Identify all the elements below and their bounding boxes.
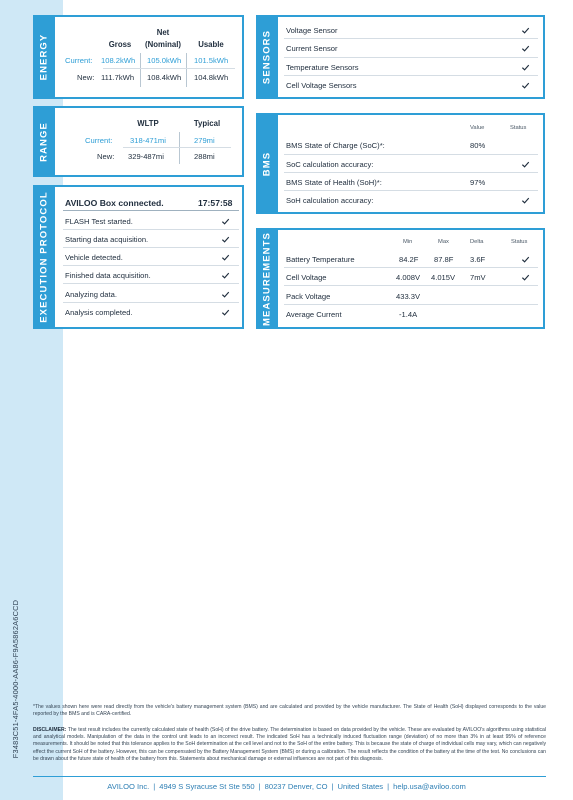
measurement-delta: 7mV [470, 273, 486, 282]
measurement-min: 84.2F [399, 255, 419, 264]
measurement-label: Pack Voltage [286, 292, 331, 301]
check-icon [221, 217, 230, 226]
measurement-label: Cell Voltage [286, 273, 327, 282]
measurement-label: Average Current [286, 310, 342, 319]
execution-time: 17:57:58 [198, 198, 233, 208]
range-current-label: Current: [85, 136, 113, 145]
measurements-col-max: Max [438, 239, 449, 245]
energy-col-usable: Usable [198, 40, 224, 49]
sensors-tab-label: SENSORS [261, 29, 273, 85]
measurements-card [256, 228, 545, 329]
check-icon [521, 26, 530, 35]
energy-col-net-line2: (Nominal) [145, 40, 181, 49]
check-icon [521, 63, 530, 72]
energy-current-gross: 108.2kWh [101, 56, 136, 65]
range-col-wltp: WLTP [137, 119, 159, 128]
measurement-min: 433.3V [396, 292, 421, 301]
check-icon [221, 308, 230, 317]
execution-step: Finished data acquisition. [65, 271, 151, 280]
sensors-card [256, 15, 545, 99]
measurement-min: -1.4A [399, 310, 418, 319]
measurement-max: 4.015V [431, 273, 456, 282]
execution-step: Analysis completed. [65, 308, 133, 317]
range-tab-label: RANGE [38, 121, 50, 162]
bms-col-value: Value [470, 125, 485, 131]
execution-tab-label: EXECUTION PROTOCOL [38, 191, 50, 323]
range-current-typical: 279mi [194, 136, 215, 145]
sensor-item: Current Sensor [286, 44, 338, 53]
disclaimer [33, 727, 546, 763]
energy-new-label: New: [77, 73, 95, 82]
measurement-min: 4.008V [396, 273, 421, 282]
bms-card [256, 113, 545, 214]
range-col-typical: Typical [193, 119, 221, 128]
measurements-col-delta: Delta [470, 239, 484, 245]
bms-row-label: SoH calculation accuracy: [286, 196, 374, 205]
range-new-typical: 288mi [194, 152, 215, 161]
energy-new-net: 108.4kWh [147, 73, 182, 82]
disclaimer-text: The test result includes the currently calculated state of health (SoH) of the drive battery. The determination is based on data provided by the vehicle. These are evaluated by AVILOO's algorithms using statistical and analytical models. Manipulation of the data in the control unit leads to an incorrect result. The indicated SoH has a technically induced fluctuation range (deviation) of no more than 3% in at least 95% of reference measurements. It should be noted that this tolerance applies to the SoH determination at the cell level and not to the SoH of the entire battery. This is because the state of charge of individual cells may vary, which can negatively effect the current SoH of the battery. However, this can be compensated by the Battery Management System (BMS) or during a calibration. The result reflects the condition of the battery at the time of the test. No conclusions can be drawn about the future state of health of the battery from this. Statements about mechanical damage or external influences are not part of this diagnosis. [33, 727, 546, 762]
check-icon [521, 273, 530, 282]
range-card [33, 106, 244, 177]
bms-row-value: 97% [470, 178, 486, 187]
energy-tab-label: ENERGY [38, 33, 50, 81]
bms-col-status: Status [510, 125, 527, 131]
check-icon [221, 290, 230, 299]
check-icon [521, 44, 530, 53]
energy-current-net: 105.0kWh [147, 56, 182, 65]
range-new-label: New: [97, 152, 115, 161]
check-icon [521, 196, 530, 205]
measurement-label: Battery Temperature [286, 255, 355, 264]
check-icon [521, 81, 530, 90]
energy-col-net-line1: Net [156, 28, 170, 37]
footer-divider [33, 776, 546, 777]
execution-step: FLASH Test started. [65, 217, 133, 226]
energy-new-usable: 104.8kWh [194, 73, 229, 82]
range-new-wltp: 329-487mi [128, 152, 164, 161]
measurement-max: 87.8F [434, 255, 454, 264]
energy-new-gross: 111.7kWh [101, 73, 135, 82]
footer: AVILOO Inc. | 4949 S Syracuse St Ste 550 | 80237 Denver, CO | United States | help.usa@aviloo.com [107, 782, 466, 791]
sensor-item: Voltage Sensor [286, 26, 338, 35]
energy-current-usable: 101.5kWh [194, 56, 229, 65]
sensor-item: Cell Voltage Sensors [286, 81, 357, 90]
measurements-col-min: Min [403, 239, 413, 245]
footer-country: United States [337, 782, 384, 791]
bms-tab-label: BMS [261, 151, 273, 176]
check-icon [521, 255, 530, 264]
report-id: F3483C51-4FA5-4000-AA86-F9A5862A6CCD [11, 599, 20, 759]
measurements-tab-label: MEASUREMENTS [261, 231, 273, 326]
execution-step: Analyzing data. [65, 290, 117, 299]
check-icon [221, 271, 230, 280]
bms-row-value: 80% [470, 141, 486, 150]
energy-card [33, 15, 244, 99]
check-icon [221, 253, 230, 262]
bms-row-label: SoC calculation accuracy: [286, 160, 374, 169]
energy-current-label: Current: [65, 56, 93, 65]
energy-col-gross: Gross [108, 40, 132, 49]
range-current-wltp: 318-471mi [130, 136, 166, 145]
bms-row-label: BMS State of Charge (SoC)*: [286, 141, 385, 150]
execution-protocol-card [33, 185, 244, 329]
check-icon [221, 235, 230, 244]
footer-address: 4949 S Syracuse St Ste 550 [159, 782, 255, 791]
measurements-col-status: Status [511, 239, 528, 245]
check-icon [521, 160, 530, 169]
footer-city: 80237 Denver, CO [264, 782, 328, 791]
execution-title: AVILOO Box connected. [65, 198, 164, 208]
execution-step: Vehicle detected. [65, 253, 123, 262]
disclaimer-label: DISCLAIMER: [33, 727, 67, 733]
sensor-item: Temperature Sensors [286, 63, 359, 72]
execution-step: Starting data acquisition. [65, 235, 149, 244]
footnote: *The values shown here were read directly from the vehicle's battery management system (BMS) and are calculated and provided by the vehicle manufacturer. The State of Health (SoH) displayed corresponds to the value reported by the BMS and is CARA-certified. [33, 704, 546, 718]
footer-email[interactable]: help.usa@aviloo.com [393, 782, 466, 791]
measurement-delta: 3.6F [470, 255, 486, 264]
bms-row-label: BMS State of Health (SoH)*: [286, 178, 382, 187]
footer-company: AVILOO Inc. [107, 782, 150, 791]
